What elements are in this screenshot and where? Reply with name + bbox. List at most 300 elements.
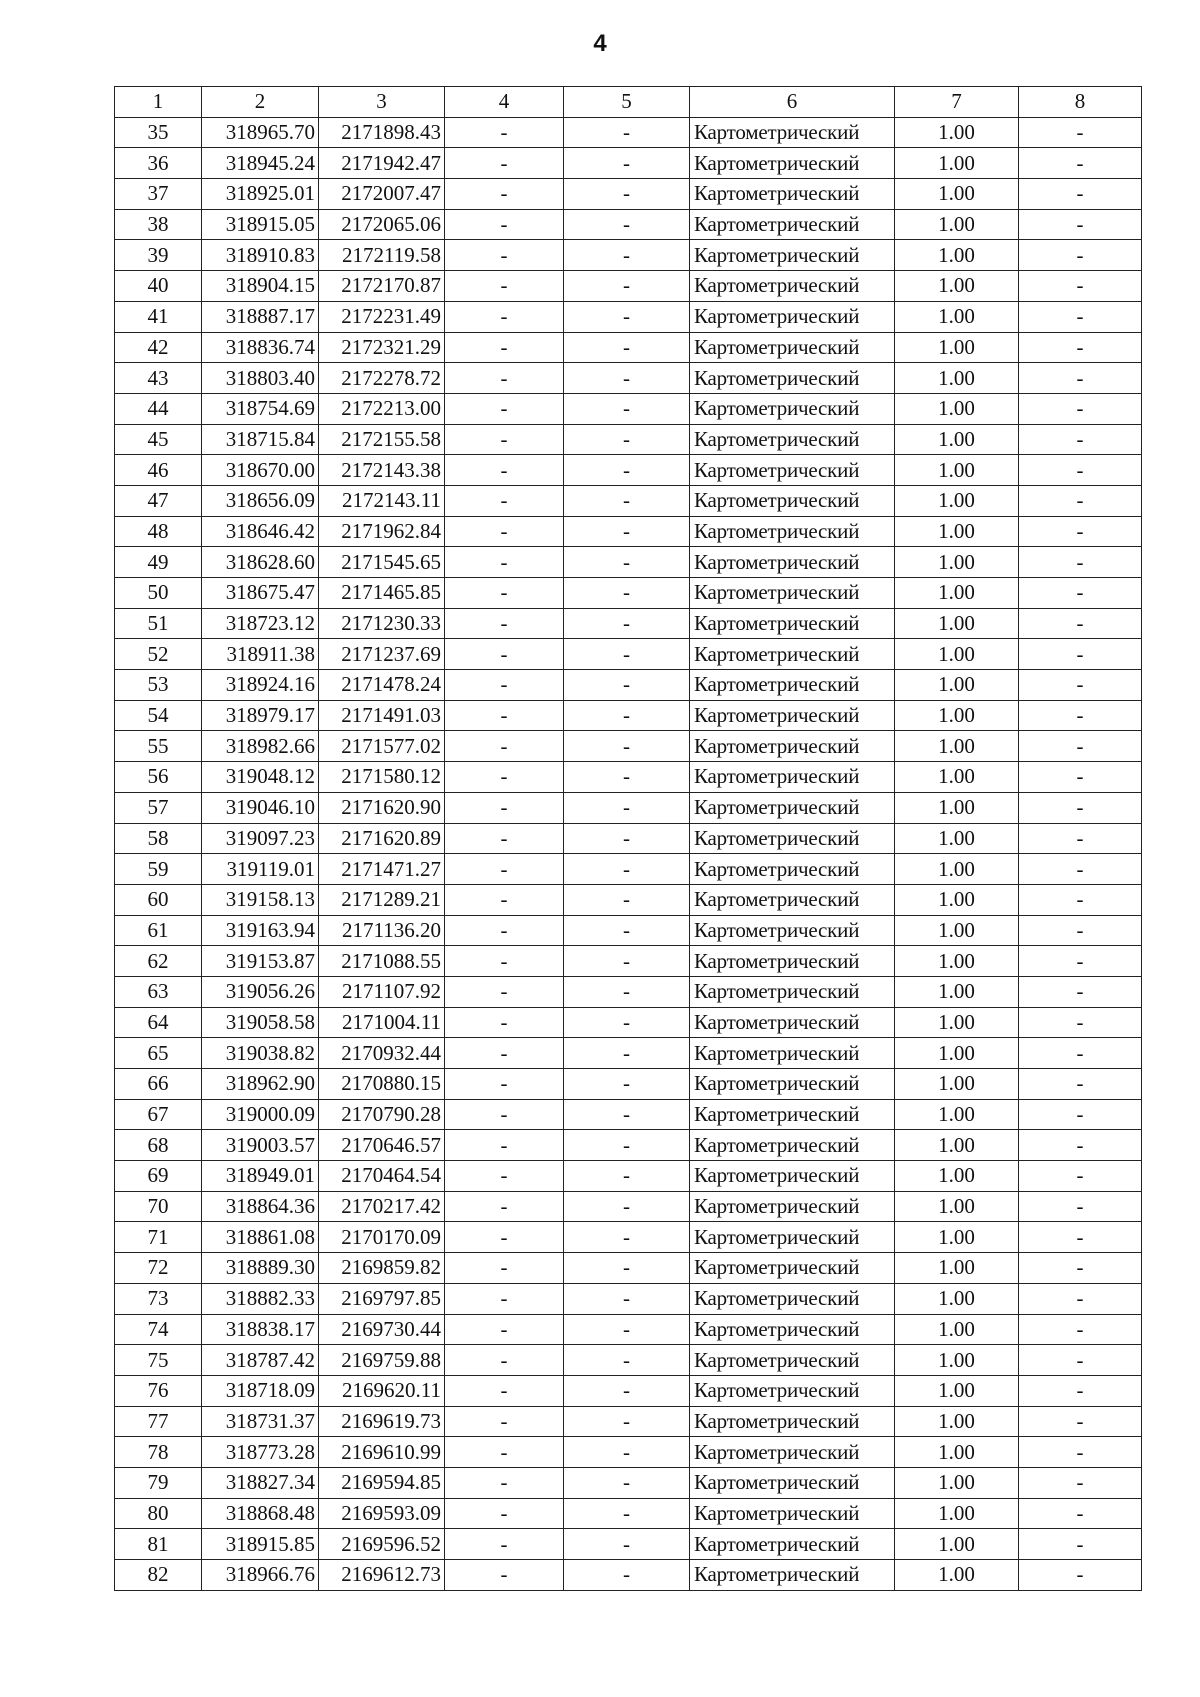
accuracy-cell: 1.00 bbox=[895, 1191, 1019, 1222]
col-4-value-cell: - bbox=[445, 1130, 564, 1161]
method-cell: Картометрический bbox=[690, 976, 895, 1007]
accuracy-cell: 1.00 bbox=[895, 1130, 1019, 1161]
coordinate-y-cell: 2172065.06 bbox=[319, 209, 445, 240]
col-5-value-cell: - bbox=[564, 1253, 690, 1284]
table-row bbox=[115, 516, 1142, 547]
table-row bbox=[115, 578, 1142, 609]
coordinate-x-cell: 318827.34 bbox=[202, 1467, 319, 1498]
col-4-value-cell: - bbox=[445, 731, 564, 762]
accuracy-cell: 1.00 bbox=[895, 762, 1019, 793]
col-5-value-cell: - bbox=[564, 1222, 690, 1253]
col-8-value-cell: - bbox=[1019, 117, 1142, 148]
coordinate-y-cell: 2170170.09 bbox=[319, 1222, 445, 1253]
method-cell: Картометрический bbox=[690, 547, 895, 578]
col-4-value-cell: - bbox=[445, 1099, 564, 1130]
accuracy-cell: 1.00 bbox=[895, 1467, 1019, 1498]
method-cell: Картометрический bbox=[690, 1038, 895, 1069]
method-cell: Картометрический bbox=[690, 1529, 895, 1560]
point-number-cell: 66 bbox=[115, 1069, 202, 1100]
accuracy-cell: 1.00 bbox=[895, 1283, 1019, 1314]
table-row bbox=[115, 363, 1142, 394]
col-5-value-cell: - bbox=[564, 915, 690, 946]
coordinate-y-cell: 2172170.87 bbox=[319, 271, 445, 302]
coordinate-y-cell: 2169594.85 bbox=[319, 1467, 445, 1498]
col-8-value-cell: - bbox=[1019, 363, 1142, 394]
col-8-value-cell: - bbox=[1019, 762, 1142, 793]
col-4-value-cell: - bbox=[445, 670, 564, 701]
table-row bbox=[115, 884, 1142, 915]
coordinate-x-cell: 318628.60 bbox=[202, 547, 319, 578]
table-row bbox=[115, 1191, 1142, 1222]
table-row bbox=[115, 1498, 1142, 1529]
point-number-cell: 69 bbox=[115, 1161, 202, 1192]
method-cell: Картометрический bbox=[690, 424, 895, 455]
method-cell: Картометрический bbox=[690, 332, 895, 363]
point-number-cell: 65 bbox=[115, 1038, 202, 1069]
method-cell: Картометрический bbox=[690, 240, 895, 271]
point-number-cell: 74 bbox=[115, 1314, 202, 1345]
col-4-value-cell: - bbox=[445, 179, 564, 210]
coordinate-x-cell: 318803.40 bbox=[202, 363, 319, 394]
table-row bbox=[115, 424, 1142, 455]
coordinate-x-cell: 319048.12 bbox=[202, 762, 319, 793]
table-row bbox=[115, 1406, 1142, 1437]
col-8-value-cell: - bbox=[1019, 148, 1142, 179]
coordinate-x-cell: 318915.05 bbox=[202, 209, 319, 240]
coordinate-x-cell: 318836.74 bbox=[202, 332, 319, 363]
col-4-value-cell: - bbox=[445, 455, 564, 486]
table-row bbox=[115, 946, 1142, 977]
table-row bbox=[115, 1161, 1142, 1192]
point-number-cell: 76 bbox=[115, 1375, 202, 1406]
point-number-cell: 38 bbox=[115, 209, 202, 240]
coordinate-y-cell: 2171289.21 bbox=[319, 884, 445, 915]
accuracy-cell: 1.00 bbox=[895, 179, 1019, 210]
point-number-cell: 35 bbox=[115, 117, 202, 148]
col-5-value-cell: - bbox=[564, 117, 690, 148]
accuracy-cell: 1.00 bbox=[895, 1437, 1019, 1468]
method-cell: Картометрический bbox=[690, 762, 895, 793]
col-8-value-cell: - bbox=[1019, 1437, 1142, 1468]
col-8-value-cell: - bbox=[1019, 547, 1142, 578]
col-8-value-cell: - bbox=[1019, 393, 1142, 424]
col-4-value-cell: - bbox=[445, 1406, 564, 1437]
col-4-value-cell: - bbox=[445, 762, 564, 793]
col-5-value-cell: - bbox=[564, 731, 690, 762]
coordinate-x-cell: 319000.09 bbox=[202, 1099, 319, 1130]
col-4-value-cell: - bbox=[445, 1467, 564, 1498]
col-8-value-cell: - bbox=[1019, 976, 1142, 1007]
col-5-value-cell: - bbox=[564, 762, 690, 793]
coordinate-y-cell: 2171898.43 bbox=[319, 117, 445, 148]
method-cell: Картометрический bbox=[690, 393, 895, 424]
coordinate-y-cell: 2171465.85 bbox=[319, 578, 445, 609]
col-5-value-cell: - bbox=[564, 946, 690, 977]
coordinate-y-cell: 2172143.11 bbox=[319, 485, 445, 516]
coordinate-y-cell: 2172155.58 bbox=[319, 424, 445, 455]
table-row bbox=[115, 854, 1142, 885]
col-5-value-cell: - bbox=[564, 578, 690, 609]
col-5-value-cell: - bbox=[564, 1161, 690, 1192]
coordinate-y-cell: 2169610.99 bbox=[319, 1437, 445, 1468]
col-8-value-cell: - bbox=[1019, 209, 1142, 240]
point-number-cell: 42 bbox=[115, 332, 202, 363]
col-8-value-cell: - bbox=[1019, 578, 1142, 609]
method-cell: Картометрический bbox=[690, 823, 895, 854]
col-4-value-cell: - bbox=[445, 240, 564, 271]
coordinates-table bbox=[114, 86, 1142, 1591]
accuracy-cell: 1.00 bbox=[895, 608, 1019, 639]
table-row bbox=[115, 731, 1142, 762]
coordinate-x-cell: 318962.90 bbox=[202, 1069, 319, 1100]
point-number-cell: 44 bbox=[115, 393, 202, 424]
accuracy-cell: 1.00 bbox=[895, 271, 1019, 302]
coordinate-y-cell: 2172231.49 bbox=[319, 301, 445, 332]
col-8-value-cell: - bbox=[1019, 823, 1142, 854]
col-4-value-cell: - bbox=[445, 1161, 564, 1192]
table-row bbox=[115, 700, 1142, 731]
col-5-value-cell: - bbox=[564, 455, 690, 486]
coordinate-x-cell: 318787.42 bbox=[202, 1345, 319, 1376]
col-4-value-cell: - bbox=[445, 516, 564, 547]
col-5-value-cell: - bbox=[564, 547, 690, 578]
col-8-value-cell: - bbox=[1019, 639, 1142, 670]
table-row bbox=[115, 1560, 1142, 1591]
col-4-value-cell: - bbox=[445, 578, 564, 609]
col-5-value-cell: - bbox=[564, 1437, 690, 1468]
method-cell: Картометрический bbox=[690, 1345, 895, 1376]
point-number-cell: 67 bbox=[115, 1099, 202, 1130]
table-row bbox=[115, 1375, 1142, 1406]
point-number-cell: 52 bbox=[115, 639, 202, 670]
coordinate-x-cell: 318965.70 bbox=[202, 117, 319, 148]
col-4-value-cell: - bbox=[445, 271, 564, 302]
coordinate-y-cell: 2171230.33 bbox=[319, 608, 445, 639]
table-row bbox=[115, 762, 1142, 793]
point-number-cell: 72 bbox=[115, 1253, 202, 1284]
method-cell: Картометрический bbox=[690, 1560, 895, 1591]
method-cell: Картометрический bbox=[690, 117, 895, 148]
coordinate-x-cell: 318889.30 bbox=[202, 1253, 319, 1284]
accuracy-cell: 1.00 bbox=[895, 1345, 1019, 1376]
coordinate-y-cell: 2171237.69 bbox=[319, 639, 445, 670]
coordinate-x-cell: 318656.09 bbox=[202, 485, 319, 516]
col-4-value-cell: - bbox=[445, 424, 564, 455]
method-cell: Картометрический bbox=[690, 1222, 895, 1253]
coordinate-y-cell: 2171962.84 bbox=[319, 516, 445, 547]
accuracy-cell: 1.00 bbox=[895, 1498, 1019, 1529]
table-row bbox=[115, 332, 1142, 363]
coordinate-y-cell: 2171580.12 bbox=[319, 762, 445, 793]
point-number-cell: 79 bbox=[115, 1467, 202, 1498]
col-8-value-cell: - bbox=[1019, 700, 1142, 731]
accuracy-cell: 1.00 bbox=[895, 1069, 1019, 1100]
col-5-value-cell: - bbox=[564, 209, 690, 240]
point-number-cell: 63 bbox=[115, 976, 202, 1007]
coordinate-y-cell: 2171471.27 bbox=[319, 854, 445, 885]
point-number-cell: 48 bbox=[115, 516, 202, 547]
method-cell: Картометрический bbox=[690, 1283, 895, 1314]
col-5-value-cell: - bbox=[564, 1406, 690, 1437]
col-8-value-cell: - bbox=[1019, 1406, 1142, 1437]
method-cell: Картометрический bbox=[690, 854, 895, 885]
point-number-cell: 73 bbox=[115, 1283, 202, 1314]
method-cell: Картометрический bbox=[690, 946, 895, 977]
coordinate-x-cell: 319153.87 bbox=[202, 946, 319, 977]
point-number-cell: 47 bbox=[115, 485, 202, 516]
col-4-value-cell: - bbox=[445, 363, 564, 394]
accuracy-cell: 1.00 bbox=[895, 1314, 1019, 1345]
table-row bbox=[115, 670, 1142, 701]
col-4-value-cell: - bbox=[445, 1222, 564, 1253]
table-row bbox=[115, 393, 1142, 424]
method-cell: Картометрический bbox=[690, 1130, 895, 1161]
col-8-value-cell: - bbox=[1019, 301, 1142, 332]
col-5-value-cell: - bbox=[564, 424, 690, 455]
col-8-value-cell: - bbox=[1019, 1007, 1142, 1038]
coordinate-x-cell: 318718.09 bbox=[202, 1375, 319, 1406]
accuracy-cell: 1.00 bbox=[895, 578, 1019, 609]
coordinate-x-cell: 318864.36 bbox=[202, 1191, 319, 1222]
coordinate-y-cell: 2170790.28 bbox=[319, 1099, 445, 1130]
col-5-value-cell: - bbox=[564, 1560, 690, 1591]
table-row bbox=[115, 1007, 1142, 1038]
accuracy-cell: 1.00 bbox=[895, 976, 1019, 1007]
coordinate-y-cell: 2172278.72 bbox=[319, 363, 445, 394]
point-number-cell: 43 bbox=[115, 363, 202, 394]
accuracy-cell: 1.00 bbox=[895, 240, 1019, 271]
point-number-cell: 68 bbox=[115, 1130, 202, 1161]
col-4-value-cell: - bbox=[445, 1007, 564, 1038]
accuracy-cell: 1.00 bbox=[895, 1253, 1019, 1284]
method-cell: Картометрический bbox=[690, 1161, 895, 1192]
col-8-value-cell: - bbox=[1019, 1283, 1142, 1314]
col-4-value-cell: - bbox=[445, 117, 564, 148]
col-5-value-cell: - bbox=[564, 1314, 690, 1345]
page-number: 4 bbox=[593, 30, 607, 57]
accuracy-cell: 1.00 bbox=[895, 393, 1019, 424]
col-5-value-cell: - bbox=[564, 1345, 690, 1376]
table-row bbox=[115, 455, 1142, 486]
col-5-value-cell: - bbox=[564, 608, 690, 639]
col-5-value-cell: - bbox=[564, 1191, 690, 1222]
col-5-value-cell: - bbox=[564, 1069, 690, 1100]
table-row bbox=[115, 485, 1142, 516]
method-cell: Картометрический bbox=[690, 578, 895, 609]
col-8-value-cell: - bbox=[1019, 240, 1142, 271]
coordinate-x-cell: 318646.42 bbox=[202, 516, 319, 547]
point-number-cell: 82 bbox=[115, 1560, 202, 1591]
col-8-value-cell: - bbox=[1019, 1560, 1142, 1591]
coordinate-y-cell: 2171004.11 bbox=[319, 1007, 445, 1038]
accuracy-cell: 1.00 bbox=[895, 516, 1019, 547]
coordinate-y-cell: 2171577.02 bbox=[319, 731, 445, 762]
col-4-value-cell: - bbox=[445, 700, 564, 731]
col-4-value-cell: - bbox=[445, 823, 564, 854]
coordinate-x-cell: 319158.13 bbox=[202, 884, 319, 915]
col-5-value-cell: - bbox=[564, 516, 690, 547]
coordinate-x-cell: 318949.01 bbox=[202, 1161, 319, 1192]
col-8-value-cell: - bbox=[1019, 1529, 1142, 1560]
table-row bbox=[115, 1345, 1142, 1376]
col-8-value-cell: - bbox=[1019, 792, 1142, 823]
col-4-value-cell: - bbox=[445, 209, 564, 240]
col-8-value-cell: - bbox=[1019, 1222, 1142, 1253]
point-number-cell: 77 bbox=[115, 1406, 202, 1437]
table-row bbox=[115, 1099, 1142, 1130]
col-5-value-cell: - bbox=[564, 1375, 690, 1406]
table-row bbox=[115, 1069, 1142, 1100]
col-4-value-cell: - bbox=[445, 608, 564, 639]
accuracy-cell: 1.00 bbox=[895, 700, 1019, 731]
col-8-value-cell: - bbox=[1019, 485, 1142, 516]
method-cell: Картометрический bbox=[690, 1253, 895, 1284]
accuracy-cell: 1.00 bbox=[895, 1375, 1019, 1406]
coordinate-y-cell: 2169859.82 bbox=[319, 1253, 445, 1284]
point-number-cell: 50 bbox=[115, 578, 202, 609]
accuracy-cell: 1.00 bbox=[895, 485, 1019, 516]
coordinate-y-cell: 2169620.11 bbox=[319, 1375, 445, 1406]
table-row bbox=[115, 547, 1142, 578]
table-row bbox=[115, 148, 1142, 179]
coordinate-x-cell: 318904.15 bbox=[202, 271, 319, 302]
accuracy-cell: 1.00 bbox=[895, 823, 1019, 854]
coordinate-x-cell: 318715.84 bbox=[202, 424, 319, 455]
coordinate-x-cell: 319119.01 bbox=[202, 854, 319, 885]
point-number-cell: 55 bbox=[115, 731, 202, 762]
method-cell: Картометрический bbox=[690, 884, 895, 915]
column-header-1: 1 bbox=[115, 87, 202, 118]
col-8-value-cell: - bbox=[1019, 884, 1142, 915]
table-row bbox=[115, 1283, 1142, 1314]
method-cell: Картометрический bbox=[690, 700, 895, 731]
method-cell: Картометрический bbox=[690, 1314, 895, 1345]
accuracy-cell: 1.00 bbox=[895, 1560, 1019, 1591]
coordinate-x-cell: 319046.10 bbox=[202, 792, 319, 823]
point-number-cell: 78 bbox=[115, 1437, 202, 1468]
coordinate-y-cell: 2171545.65 bbox=[319, 547, 445, 578]
table-row bbox=[115, 1314, 1142, 1345]
method-cell: Картометрический bbox=[690, 792, 895, 823]
accuracy-cell: 1.00 bbox=[895, 731, 1019, 762]
col-4-value-cell: - bbox=[445, 547, 564, 578]
coordinate-x-cell: 319003.57 bbox=[202, 1130, 319, 1161]
method-cell: Картометрический bbox=[690, 639, 895, 670]
accuracy-cell: 1.00 bbox=[895, 455, 1019, 486]
col-4-value-cell: - bbox=[445, 915, 564, 946]
col-5-value-cell: - bbox=[564, 1099, 690, 1130]
col-8-value-cell: - bbox=[1019, 332, 1142, 363]
col-8-value-cell: - bbox=[1019, 946, 1142, 977]
coordinate-y-cell: 2170932.44 bbox=[319, 1038, 445, 1069]
col-8-value-cell: - bbox=[1019, 1130, 1142, 1161]
col-4-value-cell: - bbox=[445, 1560, 564, 1591]
coordinate-y-cell: 2172007.47 bbox=[319, 179, 445, 210]
col-4-value-cell: - bbox=[445, 1283, 564, 1314]
coordinate-y-cell: 2171478.24 bbox=[319, 670, 445, 701]
method-cell: Картометрический bbox=[690, 1375, 895, 1406]
coordinate-x-cell: 318910.83 bbox=[202, 240, 319, 271]
table-row bbox=[115, 240, 1142, 271]
col-4-value-cell: - bbox=[445, 148, 564, 179]
col-8-value-cell: - bbox=[1019, 854, 1142, 885]
point-number-cell: 54 bbox=[115, 700, 202, 731]
col-5-value-cell: - bbox=[564, 393, 690, 424]
col-8-value-cell: - bbox=[1019, 670, 1142, 701]
method-cell: Картометрический bbox=[690, 271, 895, 302]
coordinate-x-cell: 318882.33 bbox=[202, 1283, 319, 1314]
col-8-value-cell: - bbox=[1019, 1345, 1142, 1376]
coordinate-x-cell: 318731.37 bbox=[202, 1406, 319, 1437]
table-row bbox=[115, 1467, 1142, 1498]
accuracy-cell: 1.00 bbox=[895, 148, 1019, 179]
col-8-value-cell: - bbox=[1019, 1498, 1142, 1529]
accuracy-cell: 1.00 bbox=[895, 547, 1019, 578]
method-cell: Картометрический bbox=[690, 1498, 895, 1529]
coordinate-x-cell: 318887.17 bbox=[202, 301, 319, 332]
accuracy-cell: 1.00 bbox=[895, 1406, 1019, 1437]
coordinate-y-cell: 2169593.09 bbox=[319, 1498, 445, 1529]
method-cell: Картометрический bbox=[690, 670, 895, 701]
point-number-cell: 70 bbox=[115, 1191, 202, 1222]
column-header-8: 8 bbox=[1019, 87, 1142, 118]
col-5-value-cell: - bbox=[564, 884, 690, 915]
method-cell: Картометрический bbox=[690, 148, 895, 179]
table-row bbox=[115, 608, 1142, 639]
coordinate-x-cell: 318838.17 bbox=[202, 1314, 319, 1345]
col-5-value-cell: - bbox=[564, 485, 690, 516]
col-4-value-cell: - bbox=[445, 332, 564, 363]
coordinate-x-cell: 319058.58 bbox=[202, 1007, 319, 1038]
table-row bbox=[115, 117, 1142, 148]
accuracy-cell: 1.00 bbox=[895, 946, 1019, 977]
point-number-cell: 71 bbox=[115, 1222, 202, 1253]
col-5-value-cell: - bbox=[564, 854, 690, 885]
accuracy-cell: 1.00 bbox=[895, 915, 1019, 946]
method-cell: Картометрический bbox=[690, 1406, 895, 1437]
method-cell: Картометрический bbox=[690, 1069, 895, 1100]
method-cell: Картометрический bbox=[690, 608, 895, 639]
method-cell: Картометрический bbox=[690, 485, 895, 516]
col-4-value-cell: - bbox=[445, 485, 564, 516]
accuracy-cell: 1.00 bbox=[895, 1529, 1019, 1560]
table-row bbox=[115, 792, 1142, 823]
point-number-cell: 36 bbox=[115, 148, 202, 179]
accuracy-cell: 1.00 bbox=[895, 854, 1019, 885]
point-number-cell: 46 bbox=[115, 455, 202, 486]
coordinate-y-cell: 2170464.54 bbox=[319, 1161, 445, 1192]
coordinate-x-cell: 318754.69 bbox=[202, 393, 319, 424]
coordinate-y-cell: 2172143.38 bbox=[319, 455, 445, 486]
col-4-value-cell: - bbox=[445, 854, 564, 885]
col-4-value-cell: - bbox=[445, 1498, 564, 1529]
accuracy-cell: 1.00 bbox=[895, 209, 1019, 240]
coordinate-x-cell: 318915.85 bbox=[202, 1529, 319, 1560]
col-4-value-cell: - bbox=[445, 1038, 564, 1069]
method-cell: Картометрический bbox=[690, 363, 895, 394]
method-cell: Картометрический bbox=[690, 301, 895, 332]
method-cell: Картометрический bbox=[690, 915, 895, 946]
coordinate-y-cell: 2172321.29 bbox=[319, 332, 445, 363]
table-row bbox=[115, 271, 1142, 302]
col-8-value-cell: - bbox=[1019, 516, 1142, 547]
col-4-value-cell: - bbox=[445, 1437, 564, 1468]
coordinate-y-cell: 2169612.73 bbox=[319, 1560, 445, 1591]
point-number-cell: 62 bbox=[115, 946, 202, 977]
coordinate-y-cell: 2171491.03 bbox=[319, 700, 445, 731]
col-5-value-cell: - bbox=[564, 1007, 690, 1038]
col-8-value-cell: - bbox=[1019, 915, 1142, 946]
